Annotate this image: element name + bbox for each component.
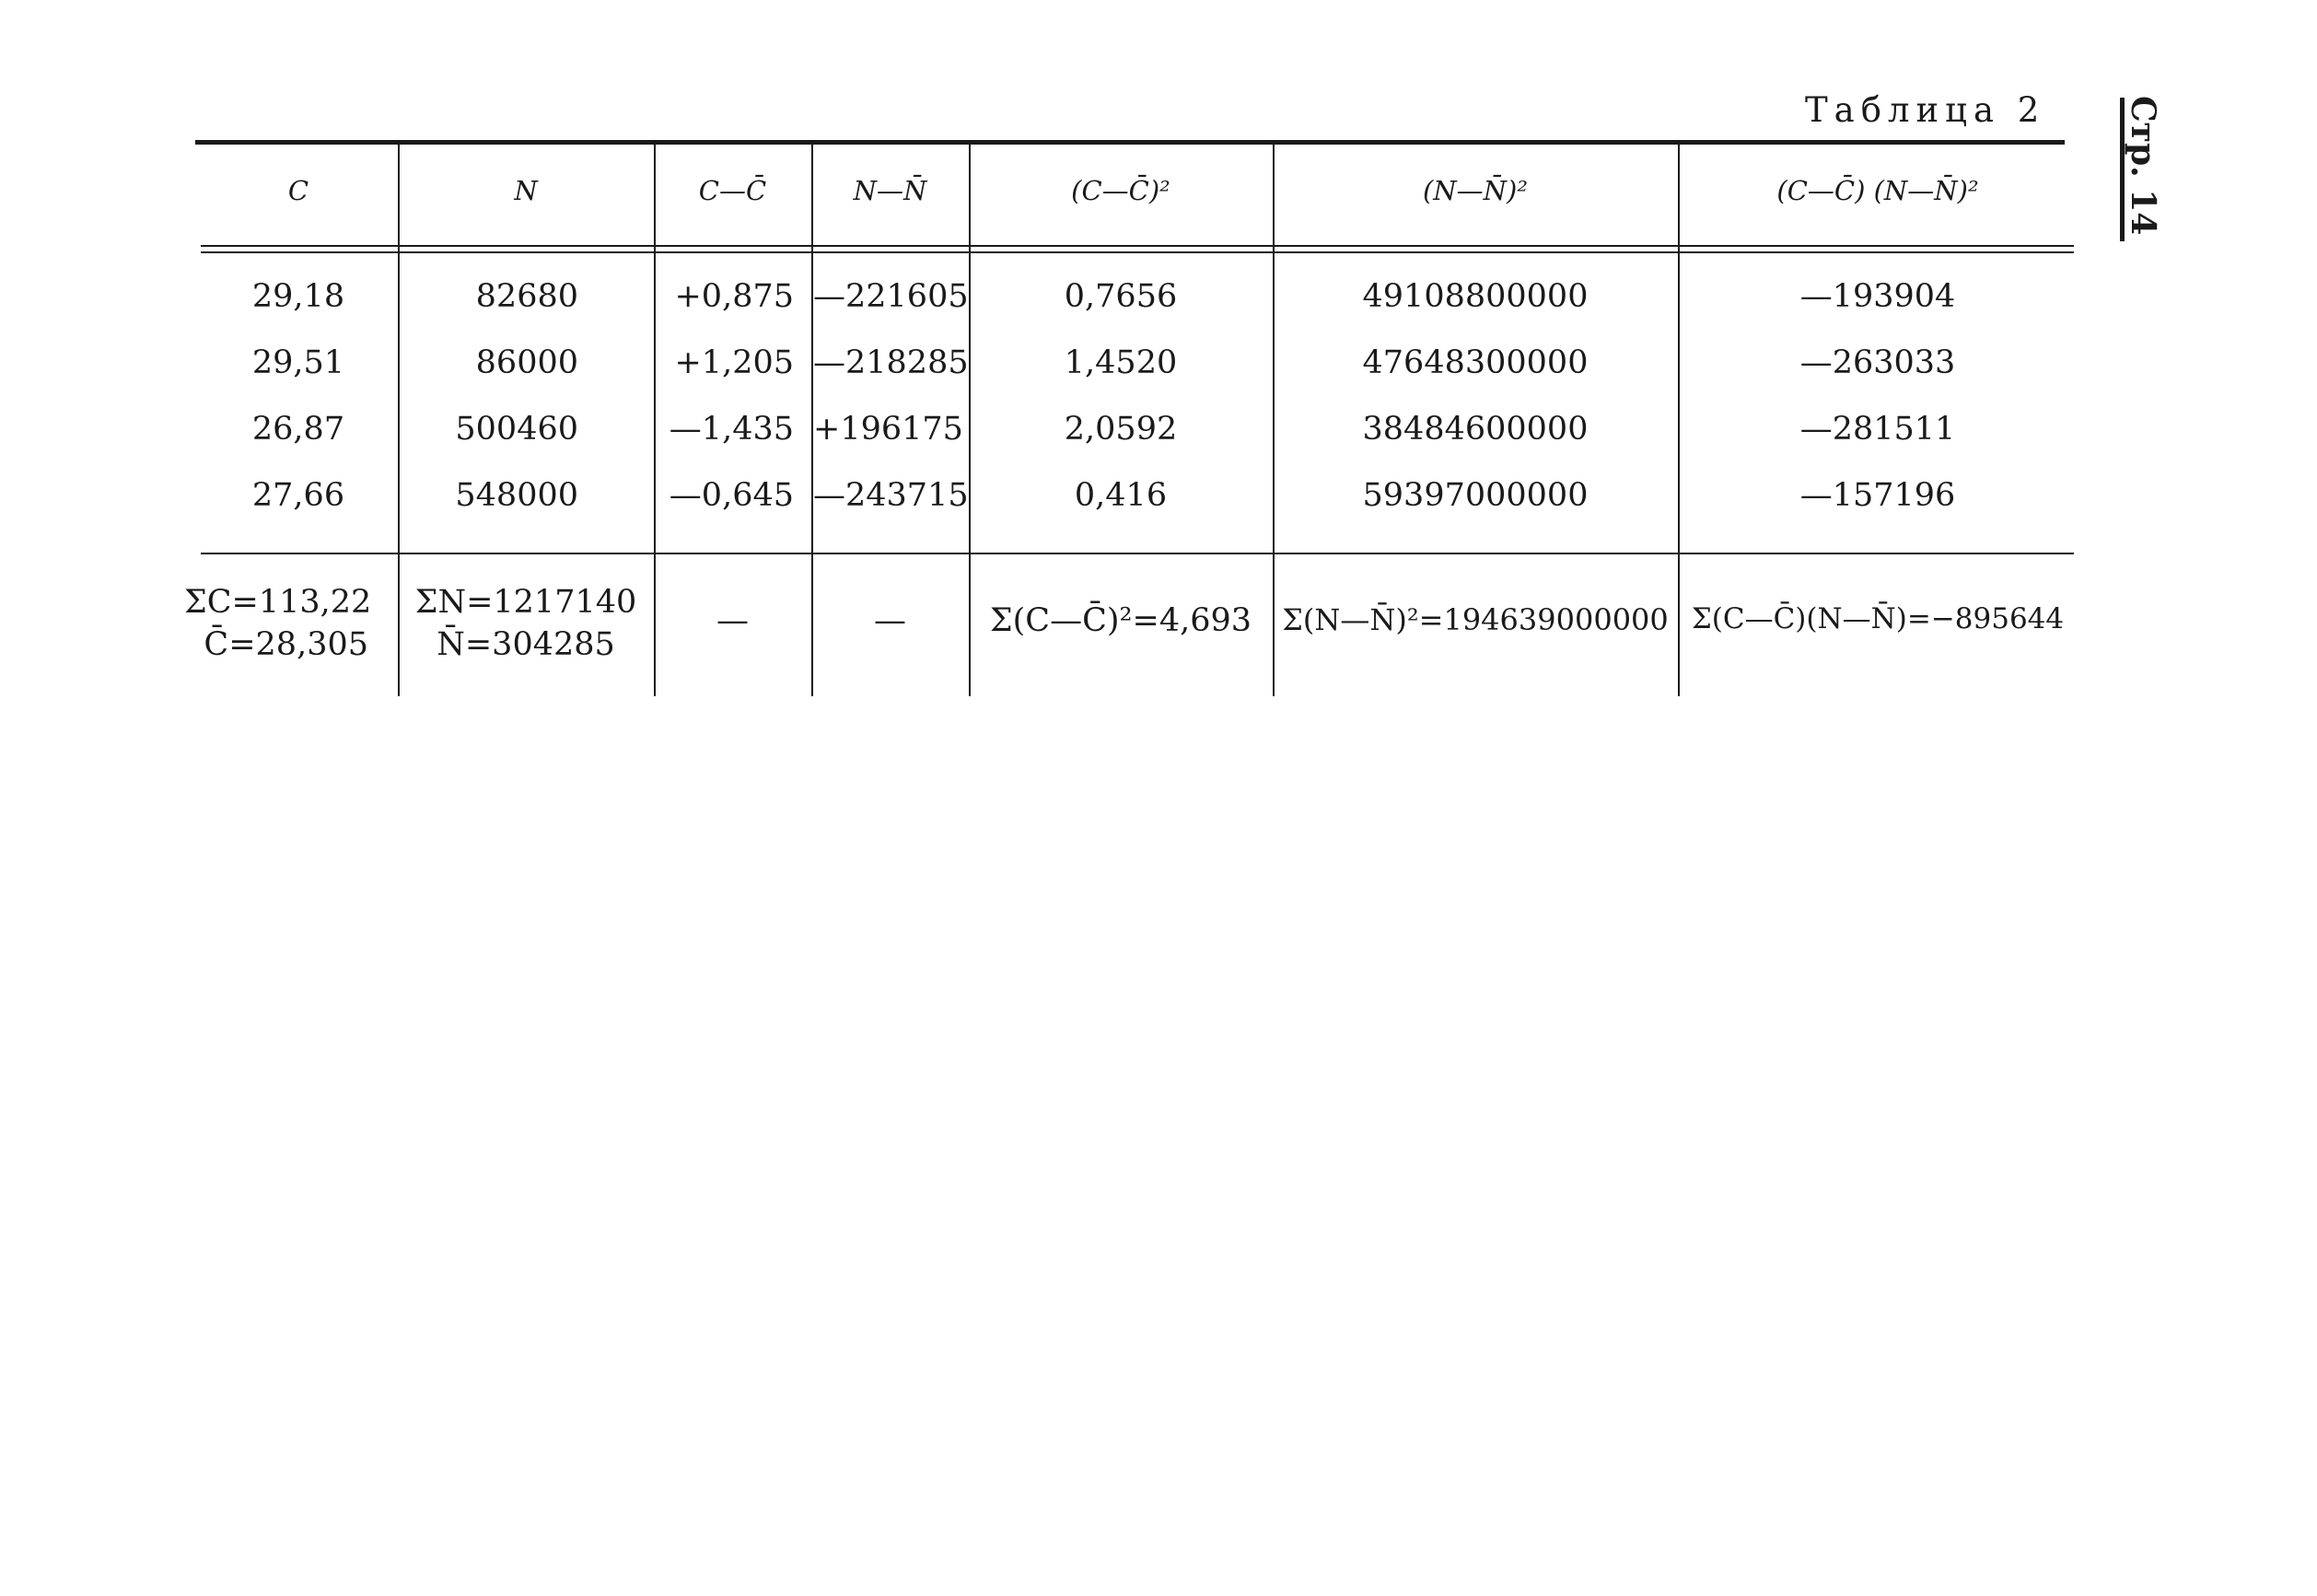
sum-c-dev: — xyxy=(716,602,749,639)
cell-n: 500460 xyxy=(455,411,578,448)
sum-n-dev: — xyxy=(874,602,906,639)
cell-c: 29,18 xyxy=(251,278,345,315)
cell-n-dev: —243715 xyxy=(813,477,969,514)
cell-n: 82680 xyxy=(475,278,578,315)
cell-n-dev: —221605 xyxy=(813,278,969,315)
cell-c-dev-sq: 2,0592 xyxy=(1064,411,1178,448)
table-caption: Таблица 2 xyxy=(1805,90,2046,130)
header-c-dev: C—C̄ xyxy=(698,175,767,206)
cell-c-dev: —0,645 xyxy=(669,477,794,514)
totals-separator xyxy=(201,553,2074,554)
cell-n: 86000 xyxy=(475,344,578,381)
header-n-dev: N—N̄ xyxy=(853,175,927,206)
header-n: N xyxy=(514,175,538,206)
cell-c-dev-sq: 1,4520 xyxy=(1064,344,1178,381)
cell-product: —193904 xyxy=(1799,278,1956,315)
sum-n: ΣN=1217140 xyxy=(414,584,637,621)
cell-n-dev: +196175 xyxy=(813,411,963,448)
header-separator xyxy=(201,245,2074,253)
sum-n-dev-sq: Σ(N—N̄)²=194639000000 xyxy=(1282,602,1669,637)
cell-n-dev-sq: 49108800000 xyxy=(1362,278,1589,315)
page-number: Стр. 14 xyxy=(2124,96,2162,236)
cell-n-dev-sq: 47648300000 xyxy=(1362,344,1589,381)
cell-c-dev-sq: 0,416 xyxy=(1074,477,1168,514)
cell-n-dev-sq: 38484600000 xyxy=(1362,411,1589,448)
cell-n-dev: —218285 xyxy=(813,344,969,381)
cell-product: —263033 xyxy=(1799,344,1956,381)
cell-c-dev: +0,875 xyxy=(674,278,794,315)
cell-c-dev-sq: 0,7656 xyxy=(1064,278,1178,315)
sum-product: Σ(C—C̄)(N—N̄)=−895644 xyxy=(1691,602,2065,635)
cell-c-dev: +1,205 xyxy=(674,344,794,381)
cell-product: —281511 xyxy=(1799,411,1956,448)
cell-c-dev: —1,435 xyxy=(669,411,794,448)
cell-c: 26,87 xyxy=(251,411,345,448)
sum-c-dev-sq: Σ(C—C̄)²=4,693 xyxy=(989,602,1252,639)
table-top-rule xyxy=(195,140,2065,145)
cell-n-dev-sq: 59397000000 xyxy=(1362,477,1589,514)
sum-c: ΣC=113,22 xyxy=(184,584,372,621)
header-product: (C—C̄) (N—N̄)² xyxy=(1776,175,1979,206)
cell-n: 548000 xyxy=(455,477,578,514)
header-n-dev-sq: (N—N̄)² xyxy=(1422,175,1528,206)
mean-n: N̄=304285 xyxy=(437,626,615,663)
header-c-dev-sq: (C—C̄)² xyxy=(1071,175,1170,206)
mean-c: C̄=28,305 xyxy=(204,626,368,663)
cell-c: 29,51 xyxy=(251,344,345,381)
cell-c: 27,66 xyxy=(251,477,345,514)
cell-product: —157196 xyxy=(1799,477,1956,514)
header-c: C xyxy=(287,175,309,206)
